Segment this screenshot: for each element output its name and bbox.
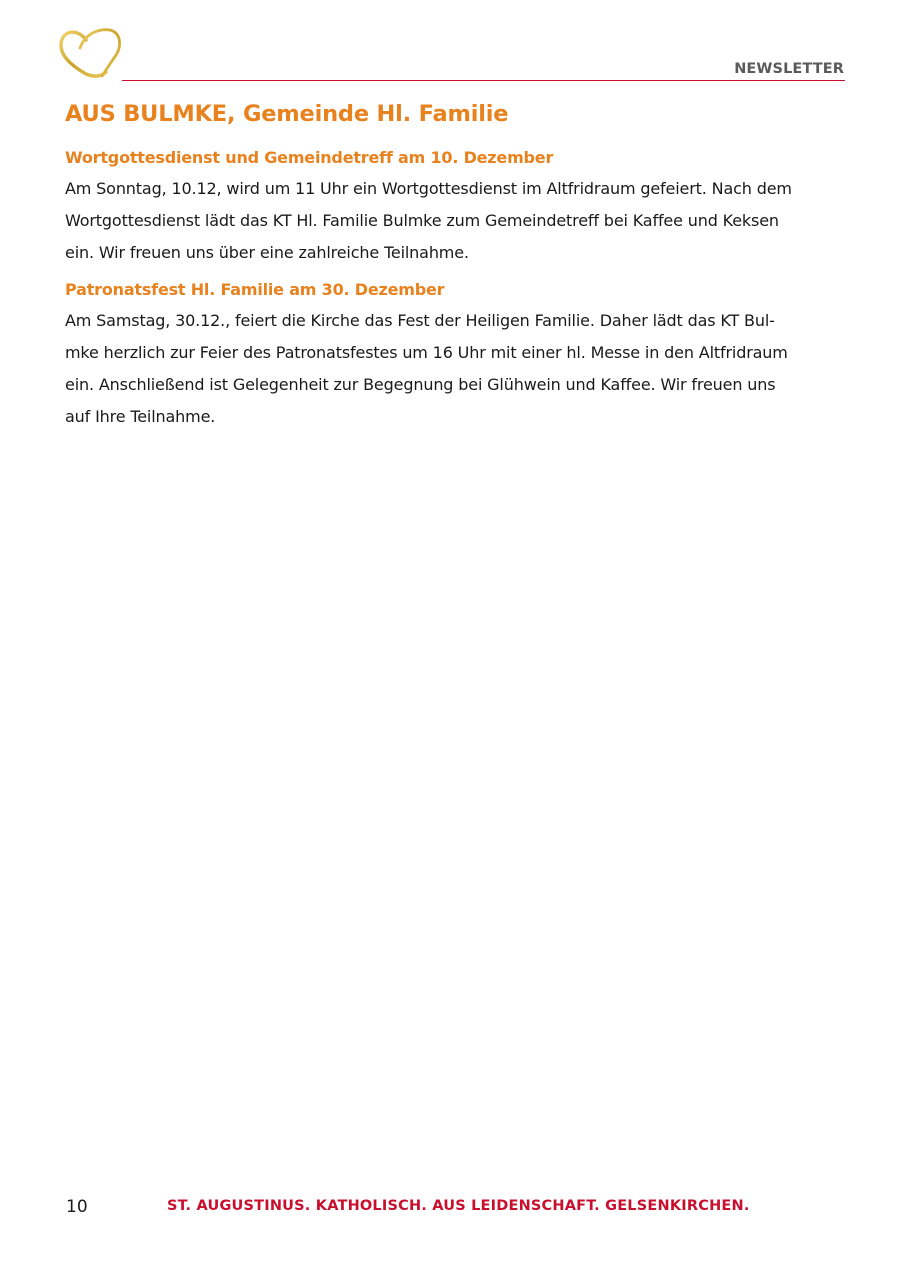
- footer-motto: ST. AUGUSTINUS. KATHOLISCH. AUS LEIDENSCHAFT. GELSENKIRCHEN.: [167, 1198, 750, 1214]
- section-body: [65, 305, 845, 433]
- section-body: [65, 173, 845, 269]
- body-line: Am Sonntag, 10.12, wird um 11 Uhr ein Wortgottesdienst im Altfridraum gefeiert. Nach dem: [65, 179, 792, 198]
- article: [65, 98, 845, 442]
- section-title: Patronatsfest Hl. Familie am 30. Dezember: [65, 280, 445, 299]
- body-line: ein. Wir freuen uns über eine zahlreiche Teilnahme.: [65, 243, 469, 262]
- body-line: ein. Anschließend ist Gelegenheit zur Begegnung bei Glühwein und Kaffee. Wir freuen uns: [65, 375, 776, 394]
- body-line: Am Samstag, 30.12., feiert die Kirche das Fest der Heiligen Familie. Daher lädt das KT Bul-: [65, 311, 775, 330]
- body-line: auf Ihre Teilnahme.: [65, 407, 216, 426]
- gold-heart-icon: [56, 26, 124, 82]
- header-label: NEWSLETTER: [734, 61, 844, 77]
- body-line: Wortgottesdienst lädt das KT Hl. Familie Bulmke zum Gemeindetreff bei Kaffee und Keksen: [65, 211, 779, 230]
- page-number: 10: [66, 1197, 88, 1217]
- section: [65, 278, 845, 433]
- header-rule: [122, 80, 845, 81]
- body-line: mke herzlich zur Feier des Patronatsfestes um 16 Uhr mit einer hl. Messe in den Altfridraum: [65, 343, 788, 362]
- section: [65, 146, 845, 269]
- page-title: AUS BULMKE, Gemeinde Hl. Familie: [65, 101, 509, 127]
- section-title: Wortgottesdienst und Gemeindetreff am 10. Dezember: [65, 148, 554, 167]
